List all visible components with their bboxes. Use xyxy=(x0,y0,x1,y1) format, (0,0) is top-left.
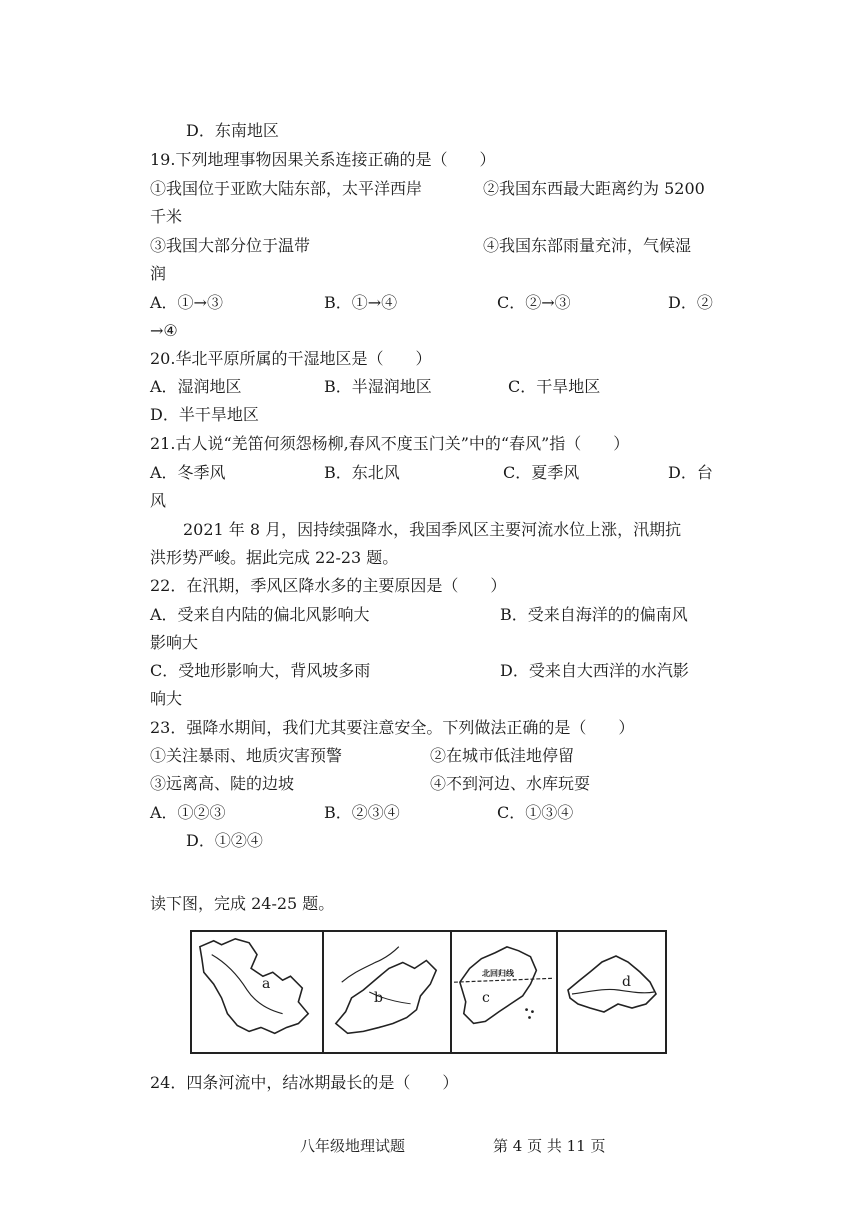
q19-item-4-cont: 润 xyxy=(150,264,167,283)
q23-item-1: ①关注暴雨、地质灾害预警 xyxy=(150,746,343,765)
q23-item-4: ④不到河边、水库玩耍 xyxy=(430,774,591,793)
q19-item-3: ③我国大部分位于温带 xyxy=(150,236,311,255)
q22-option-a: A．受来自内陆的偏北风影响大 xyxy=(150,605,370,624)
question-19: 19.下列地理事物因果关系连接正确的是（ ） xyxy=(150,150,496,169)
map-label-d: d xyxy=(622,974,631,990)
q23-option-b: B．②③④ xyxy=(324,803,400,822)
map-label-b: b xyxy=(374,990,383,1006)
q19-option-a: A．①→③ xyxy=(150,293,223,312)
q22-option-d: D．受来自大西洋的水汽影 xyxy=(500,661,689,680)
q21-option-d: D．台 xyxy=(668,463,713,482)
question-23: 23．强降水期间，我们尤其要注意安全。下列做法正确的是（ ） xyxy=(150,718,635,737)
read-figure-instruction: 读下图，完成 24-25 题。 xyxy=(150,894,335,913)
q22-option-c: C．受地形影响大，背风坡多雨 xyxy=(150,661,371,680)
q23-option-d: D．①②④ xyxy=(186,831,263,850)
map-c-outline xyxy=(452,932,556,1052)
q21-option-d-cont: 风 xyxy=(150,491,167,510)
question-21: 21.古人说“羌笛何须怨杨柳,春风不度玉门关”中的“春风”指（ ） xyxy=(150,434,630,453)
footer-page-number: 第 4 页 共 11 页 xyxy=(493,1137,606,1155)
q23-option-a: A．①②③ xyxy=(150,803,226,822)
map-label-a: a xyxy=(262,976,271,992)
q20-option-a: A．湿润地区 xyxy=(150,377,242,396)
q19-option-d-cont: →④ xyxy=(150,321,178,340)
q22-option-b: B．受来自海洋的的偏南风 xyxy=(500,605,688,624)
map-b-outline xyxy=(324,932,450,1052)
q22-option-b-cont: 影响大 xyxy=(150,633,199,652)
map-panel-d xyxy=(558,932,665,1052)
tropic-of-cancer-label: 北回归线 xyxy=(482,969,514,978)
q22-option-d-cont: 响大 xyxy=(150,689,183,708)
option-d-southeast: D．东南地区 xyxy=(186,121,279,140)
question-24: 24．四条河流中，结冰期最长的是（ ） xyxy=(150,1073,459,1092)
map-a-outline xyxy=(192,932,322,1052)
question-22: 22．在汛期，季风区降水多的主要原因是（ ） xyxy=(150,576,507,595)
q19-item-1: ①我国位于亚欧大陆东部，太平洋西岸 xyxy=(150,179,423,198)
q21-option-a: A．冬季风 xyxy=(150,463,226,482)
question-20: 20.华北平原所属的干湿地区是（ ） xyxy=(150,349,432,368)
map-panel-b xyxy=(324,932,452,1052)
passage-22-23-line2: 洪形势严峻。据此完成 22-23 题。 xyxy=(150,548,399,567)
q23-item-2: ②在城市低洼地停留 xyxy=(430,746,575,765)
q20-option-b: B．半湿润地区 xyxy=(324,377,432,396)
q19-item-2-cont: 千米 xyxy=(150,207,183,226)
q19-item-2: ②我国东西最大距离约为 5200 xyxy=(483,179,705,198)
river-basin-maps-figure xyxy=(190,930,667,1054)
q19-option-d: D．② xyxy=(668,293,713,312)
footer-subject: 八年级地理试题 xyxy=(300,1137,406,1155)
passage-22-23-line1: 2021 年 8 月，因持续强降水，我国季风区主要河流水位上涨，汛期抗 xyxy=(183,520,682,539)
map-panel-a xyxy=(192,932,324,1052)
q20-option-d: D．半干旱地区 xyxy=(150,405,259,424)
q23-item-3: ③远离高、陡的边坡 xyxy=(150,774,295,793)
q19-option-c: C．②→③ xyxy=(497,293,571,312)
q21-option-c: C．夏季风 xyxy=(503,463,580,482)
map-d-outline xyxy=(558,932,665,1052)
q23-option-c: C．①③④ xyxy=(497,803,574,822)
map-label-c: c xyxy=(482,990,490,1006)
q20-option-c: C．干旱地区 xyxy=(508,377,601,396)
map-panel-c xyxy=(452,932,558,1052)
q19-item-4: ④我国东部雨量充沛，气候湿 xyxy=(483,236,692,255)
q21-option-b: B．东北风 xyxy=(324,463,400,482)
q19-option-b: B．①→④ xyxy=(324,293,398,312)
